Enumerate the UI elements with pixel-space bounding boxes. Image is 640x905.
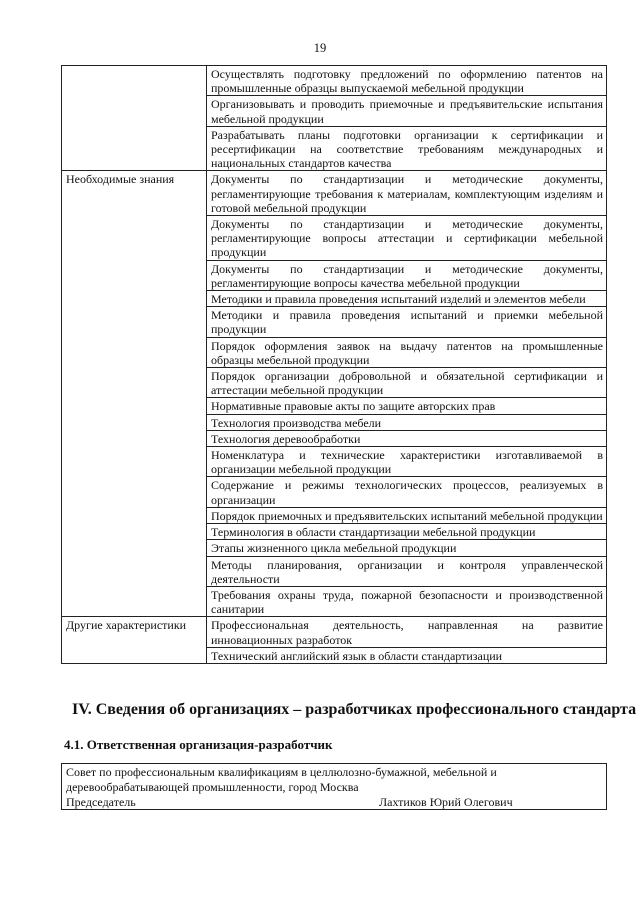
row-description: Порядок приемочных и предъявительских испытаний мебельной продукции [207,507,607,523]
section-title: IV. Сведения об организациях – разработчиках профессионального стандарта [72,701,637,718]
organization-name-row [62,764,607,795]
row-description: Методики и правила проведения испытаний и приемки мебельной продукции [207,307,607,337]
row-label-other-characteristics: Другие характеристики [62,617,207,664]
row-description: Технический английский язык в области стандартизации [207,647,607,663]
row-description: Разрабатывать планы подготовки организации к сертификации и ресертификации на соответствие требованиям международных и национальных стандартов качества [207,126,607,171]
row-description: Документы по стандартизации и методические документы, регламентирующие вопросы аттестации и сертификации мебельной продукции [207,216,607,261]
row-description: Методы планирования, организации и контроля управленческой деятельности [207,556,607,586]
organization-name [62,764,607,795]
row-label-required-knowledge: Необходимые знания [62,171,207,617]
row-description: Порядок организации добровольной и обязательной сертификации и аттестации мебельной продукции [207,368,607,398]
table-row [62,171,607,216]
row-description: Нормативные правовые акты по защите авторских прав [207,398,607,414]
table-row [62,66,607,96]
row-description: Требования охраны труда, пожарной безопасности и производственной санитарии [207,586,607,616]
row-description: Методики и правила проведения испытаний изделий и элементов мебели [207,291,607,307]
signatory-position: Председатель [66,795,136,809]
table-row [62,617,607,647]
row-description: Технология производства мебели [207,414,607,430]
row-description: Этапы жизненного цикла мебельной продукции [207,540,607,556]
signatory-name: Лахтиков Юрий Олегович [379,795,513,809]
organization-table [61,763,607,810]
signatory-cell [62,794,607,810]
row-description: Осуществлять подготовку предложений по оформлению патентов на промышленные образцы выпускаемой мебельной продукции [207,66,607,96]
row-description: Документы по стандартизации и методические документы, регламентирующие вопросы качества мебельной продукции [207,260,607,290]
organization-name-line-1: Совет по профессиональным квалификациям в целлюлозно-бумажной, мебельной и [66,765,497,779]
row-description: Технология деревообработки [207,430,607,446]
signatory-row [62,794,607,810]
row-description: Документы по стандартизации и методические документы, регламентирующие требования к материалам, комплектующим изделиям и готовой мебельной продукции [207,171,607,216]
page-number: 19 [313,41,327,55]
row-description: Номенклатура и технические характеристики изготавливаемой в организации мебельной продукции [207,447,607,477]
row-description: Профессиональная деятельность, направленная на развитие инновационных разработок [207,617,607,647]
row-description: Терминология в области стандартизации мебельной продукции [207,524,607,540]
subsection-title: 4.1. Ответственная организация-разработчик [64,737,333,752]
row-description: Содержание и режимы технологических процессов, реализуемых в организации [207,477,607,507]
organization-name-line-2: деревообрабатывающей промышленности, город Москва [66,779,359,794]
competence-table [61,65,607,664]
row-description: Организовывать и проводить приемочные и предъявительские испытания мебельной продукции [207,96,607,126]
row-description: Порядок оформления заявок на выдачу патентов на промышленные образцы мебельной продукции [207,337,607,367]
row-label [62,66,207,171]
